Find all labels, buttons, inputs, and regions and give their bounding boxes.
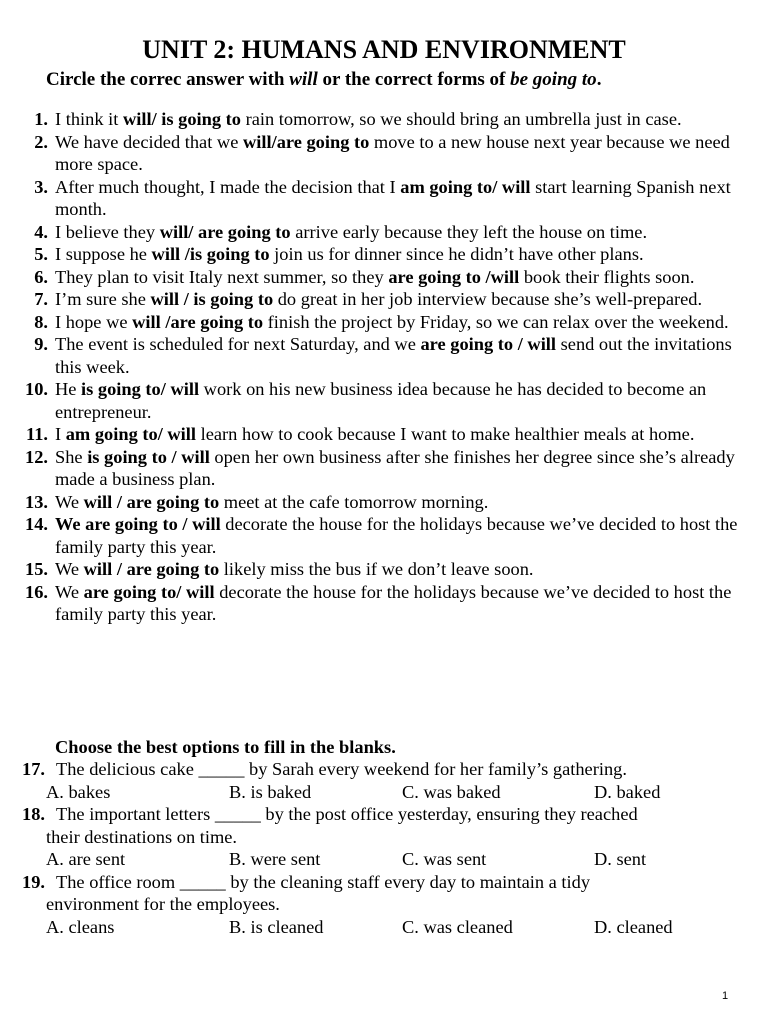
- answer-choices[interactable]: will/are going to: [242, 131, 370, 152]
- question-text-start: They plan to visit Italy next summer, so they: [55, 266, 389, 287]
- question-number: 7.: [34, 289, 48, 309]
- question-number: 14.: [25, 514, 48, 534]
- option-c[interactable]: C. was cleaned: [402, 916, 513, 937]
- question-text-end: learn how to cook because I want to make healthier meals at home.: [196, 424, 695, 444]
- question-text: [55, 446, 741, 491]
- question-text-end: meet at the cafe tomorrow morning.: [219, 491, 489, 512]
- question-text-end: decorate the house for the holidays because we’ve decided to host the family party this year.: [55, 581, 732, 624]
- question-item: [0, 558, 768, 581]
- answer-choices[interactable]: am going to/ will: [65, 424, 197, 444]
- option-b[interactable]: B. is baked: [229, 781, 312, 802]
- question-number: 5.: [34, 244, 48, 264]
- question-number: 17.: [22, 759, 45, 779]
- answer-choices[interactable]: are going to/ will: [83, 581, 215, 602]
- question-text-end: decorate the house for the holidays because we’ve decided to host the family party this year.: [55, 514, 738, 557]
- question-text-start: She: [55, 446, 88, 467]
- answer-choices[interactable]: will / is going to: [150, 289, 274, 309]
- question-number: 16.: [25, 581, 48, 602]
- options-row: [0, 916, 768, 939]
- question-number: 4.: [34, 221, 48, 242]
- answer-choices[interactable]: are going to /will: [388, 266, 520, 287]
- question-text-end: move to a new house next year because we need more space.: [55, 131, 730, 174]
- question-text-end: work on his new business idea because he has decided to become an entrepreneur.: [55, 379, 707, 422]
- question-text-end: arrive early because they left the house on time.: [290, 221, 648, 242]
- question-text-start: I hope we: [55, 311, 133, 332]
- instruction-be-going-to: be going to: [510, 69, 597, 90]
- instruction-period: .: [596, 69, 602, 90]
- question-text-end: rain tomorrow, so we should bring an umbrella just in case.: [240, 109, 682, 129]
- option-a[interactable]: A. are sent: [46, 849, 126, 869]
- option-c[interactable]: C. was sent: [402, 849, 487, 869]
- option-d[interactable]: D. baked: [594, 781, 661, 802]
- question-item: [0, 266, 768, 289]
- question-number: 1.: [34, 109, 48, 129]
- question-text-start: We: [55, 559, 84, 579]
- mc-question: [0, 803, 768, 871]
- question-item: [0, 288, 768, 311]
- page-number: 1: [722, 990, 729, 1002]
- question-text: [46, 871, 742, 916]
- question-text: [55, 333, 741, 378]
- question-number: 8.: [34, 311, 48, 332]
- question-text-start: I think it: [55, 109, 123, 129]
- option-b[interactable]: B. were sent: [229, 849, 321, 869]
- question-text: [56, 758, 742, 781]
- answer-choices[interactable]: are going to / will: [420, 334, 557, 354]
- question-text-end: do great in her job interview because she’s well-prepared.: [273, 289, 703, 309]
- question-text: [55, 288, 741, 311]
- option-d[interactable]: D. cleaned: [594, 916, 673, 937]
- question-text-start: After much thought, I made the decision that I: [55, 176, 401, 197]
- question-number: 6.: [34, 266, 48, 287]
- options-row: [0, 781, 768, 804]
- question-number: 15.: [25, 559, 48, 579]
- question-text-end: start learning Spanish next month.: [55, 176, 731, 219]
- section-2-title: Choose the best options to fill in the blanks.: [55, 737, 396, 757]
- question-text-end: send out the invitations this week.: [55, 334, 732, 377]
- instruction: [46, 68, 601, 92]
- page-title: UNIT 2: HUMANS AND ENVIRONMENT: [142, 35, 626, 64]
- instruction-will: will: [289, 69, 318, 90]
- options-row: [0, 848, 768, 871]
- question-number: 10.: [25, 379, 48, 399]
- question-line-2: their destinations on time.: [46, 826, 238, 847]
- question-text-start: I believe they: [55, 221, 160, 242]
- question-text-end: join us for dinner since he didn’t have other plans.: [269, 244, 644, 264]
- mc-question: [0, 758, 768, 803]
- option-a[interactable]: A. cleans: [46, 916, 115, 937]
- option-d[interactable]: D. sent: [594, 849, 647, 869]
- question-item: [0, 446, 768, 491]
- question-text: [55, 221, 741, 244]
- question-text-start: The event is scheduled for next Saturday, and we: [55, 334, 421, 354]
- question-text-start: He: [55, 379, 82, 399]
- question-text-start: We: [55, 491, 84, 512]
- question-text-start: I: [55, 424, 66, 444]
- exercise-1-list: [0, 108, 768, 626]
- question-item: [0, 243, 768, 266]
- answer-choices[interactable]: will/ is going to: [122, 109, 241, 129]
- answer-choices[interactable]: will /are going to: [132, 311, 264, 332]
- question-text-end: finish the project by Friday, so we can relax over the weekend.: [263, 311, 729, 332]
- question-item: [0, 176, 768, 221]
- question-text: [55, 243, 741, 266]
- exercise-2-list: [0, 758, 768, 938]
- question-number: 12.: [25, 446, 48, 467]
- question-text: [55, 423, 741, 446]
- question-text: [55, 513, 741, 558]
- question-number: 13.: [25, 491, 48, 512]
- question-number: 3.: [34, 176, 48, 197]
- question-item: [0, 333, 768, 378]
- question-text: [55, 108, 741, 131]
- answer-choices[interactable]: will / are going to: [83, 559, 220, 579]
- question-line-1: The important letters _____ by the post office yesterday, ensuring they reached: [56, 804, 638, 824]
- question-text-start: I’m sure she: [55, 289, 151, 309]
- question-text: [55, 581, 741, 626]
- answer-choices[interactable]: will/ are going to: [159, 221, 291, 242]
- question-text-start: I suppose he: [55, 244, 152, 264]
- answer-choices[interactable]: is going to/ will: [81, 379, 200, 399]
- instruction-text-2: or the correct forms of: [317, 69, 511, 90]
- question-item: [0, 491, 768, 514]
- answer-choices[interactable]: will / are going to: [83, 491, 220, 512]
- question-text: [55, 311, 741, 334]
- question-text: [55, 558, 741, 581]
- question-text: [46, 803, 742, 848]
- question-text: [55, 378, 741, 423]
- question-text-end: book their flights soon.: [519, 266, 695, 287]
- question-text-start: We: [55, 581, 84, 602]
- question-item: [0, 513, 768, 558]
- question-text: [55, 266, 741, 289]
- mc-question: [0, 871, 768, 939]
- question-item: [0, 423, 768, 446]
- question-item: [0, 311, 768, 334]
- question-item: [0, 221, 768, 244]
- question-line-2: environment for the employees.: [46, 894, 280, 914]
- question-number: 11.: [26, 424, 48, 444]
- answer-choices[interactable]: am going to/ will: [400, 176, 531, 197]
- question-line-1: The office room _____ by the cleaning staff every day to maintain a tidy: [56, 871, 591, 892]
- answer-choices[interactable]: is going to / will: [87, 446, 210, 467]
- option-c[interactable]: C. was baked: [402, 781, 501, 802]
- question-text-start: We have decided that we: [55, 131, 243, 152]
- question-number: 2.: [34, 131, 48, 152]
- question-item: [0, 378, 768, 423]
- question-item: [0, 108, 768, 131]
- question-text-end: likely miss the bus if we don’t leave soon.: [219, 559, 534, 579]
- instruction-text: Circle the correc answer with: [46, 69, 290, 90]
- answer-choices[interactable]: We are going to / will: [55, 514, 221, 534]
- question-text: [55, 491, 741, 514]
- question-number: 9.: [34, 334, 48, 354]
- option-a[interactable]: A. bakes: [46, 781, 111, 802]
- question-item: [0, 131, 768, 176]
- question-text: [55, 176, 741, 221]
- question-number: 19.: [22, 871, 45, 892]
- answer-choices[interactable]: will /is going to: [151, 244, 270, 264]
- question-text: [55, 131, 741, 176]
- question-item: [0, 581, 768, 626]
- question-text-end: open her own business after she finishes her degree since she’s already made a business plan.: [55, 446, 735, 489]
- option-b[interactable]: B. is cleaned: [229, 916, 324, 937]
- question-number: 18.: [22, 804, 45, 824]
- question-line-1: The delicious cake _____ by Sarah every weekend for her family’s gathering.: [56, 759, 627, 779]
